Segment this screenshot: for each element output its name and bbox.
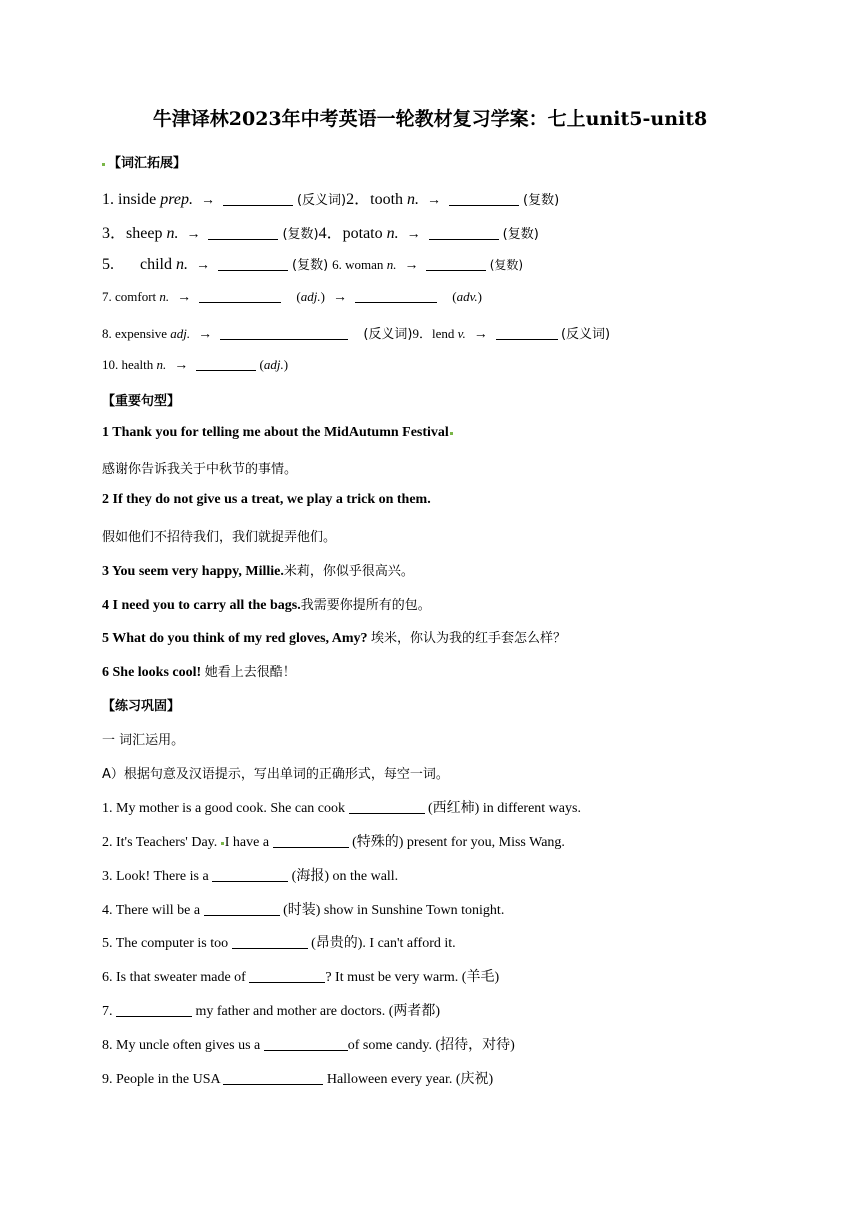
arrow-icon: →: [332, 290, 347, 305]
question-8: 8. My uncle often gives us a of some candy. (招待，对待): [102, 1038, 515, 1053]
arrow-icon: →: [427, 193, 442, 208]
arrow-icon: →: [177, 290, 192, 305]
arrow-icon: →: [174, 358, 189, 373]
question-9: 9. People in the USA Halloween every year. (庆祝): [102, 1072, 494, 1087]
question-7: 7. my father and mother are doctors. (两者都): [102, 1004, 441, 1019]
vocab-line-6: 10. health n. → (adj.): [102, 357, 289, 373]
answer-blank: [349, 801, 425, 814]
sentence-1-en: 1 Thank you for telling me about the MidAutumn Festival: [102, 425, 453, 441]
answer-blank: [223, 193, 293, 206]
vocab-line-4: 7. comfort n. → (adj.) → (adv.): [102, 289, 482, 305]
sentence-5: 5 What do you think of my red gloves, Amy? 埃米，你认为我的红手套怎么样？: [102, 631, 567, 646]
question-3: 3. Look! There is a (海报) on the wall.: [102, 869, 399, 884]
answer-blank: [355, 290, 437, 303]
answer-blank: [199, 290, 281, 303]
sentence-6: 6 She looks cool! 她看上去很酷！: [102, 665, 296, 680]
marker-icon: [102, 163, 105, 166]
question-2: 2. It's Teachers' Day. I have a (特殊的) present for you, Miss Wang.: [102, 835, 565, 850]
arrow-icon: →: [404, 258, 419, 273]
practice-part-1: 一 词汇运用。: [102, 733, 185, 748]
answer-blank: [273, 835, 349, 848]
answer-blank: [249, 970, 325, 983]
sentence-4: 4 I need you to carry all the bags.我需要你提所有的包。: [102, 598, 431, 613]
answer-blank: [116, 1004, 192, 1017]
arrow-icon: →: [186, 227, 201, 242]
answer-blank: [220, 327, 348, 340]
marker-icon: [221, 842, 224, 845]
sentences-heading: 【重要句型】: [102, 394, 181, 409]
sentence-2-cn: 假如他们不招待我们，我们就捉弄他们。: [102, 530, 337, 545]
vocab-line-2: 3．sheep n. → (复数)4．potato n. → (复数): [102, 225, 539, 242]
document-title: 牛津译林2023年中考英语一轮教材复习学案：七上unit5-unit8: [152, 108, 708, 130]
marker-icon: [450, 432, 453, 435]
vocab-line-3: 5. child n. → (复数) 6. woman n. → (复数): [102, 256, 524, 273]
question-5: 5. The computer is too (昂贵的). I can't afford it.: [102, 936, 456, 951]
arrow-icon: →: [200, 193, 215, 208]
practice-heading: 【练习巩固】: [102, 699, 181, 714]
vocab-line-1: 1. inside prep. → (反义词)2．tooth n. → (复数): [102, 191, 560, 208]
vocab-heading: 【词汇拓展】: [102, 152, 186, 171]
answer-blank: [208, 227, 278, 240]
question-4: 4. There will be a (时装) show in Sunshine Town tonight.: [102, 903, 505, 918]
answer-blank: [212, 869, 288, 882]
answer-blank: [218, 258, 288, 271]
question-6: 6. Is that sweater made of ? It must be very warm. (羊毛): [102, 970, 500, 985]
vocab-line-5: 8. expensive adj. → (反义词)9．lend v. → (反义词): [102, 326, 611, 342]
arrow-icon: →: [473, 327, 488, 342]
answer-blank: [264, 1038, 348, 1051]
answer-blank: [232, 936, 308, 949]
answer-blank: [223, 1072, 323, 1085]
practice-part-a: A）根据句意及汉语提示，写出单词的正确形式，每空一词。: [102, 767, 449, 782]
sentence-1-cn: 感谢你告诉我关于中秋节的事情。: [102, 462, 298, 477]
answer-blank: [426, 258, 486, 271]
answer-blank: [429, 227, 499, 240]
answer-blank: [204, 903, 280, 916]
arrow-icon: →: [198, 327, 213, 342]
question-1: 1. My mother is a good cook. She can cook (西红柿) in different ways.: [102, 801, 581, 816]
arrow-icon: →: [196, 258, 210, 273]
answer-blank: [196, 358, 256, 371]
sentence-3: 3 You seem very happy, Millie.米莉，你似乎很高兴。: [102, 564, 414, 579]
arrow-icon: →: [406, 227, 421, 242]
sentence-2-en: 2 If they do not give us a treat, we play a trick on them.: [102, 492, 431, 507]
answer-blank: [496, 327, 558, 340]
answer-blank: [449, 193, 519, 206]
